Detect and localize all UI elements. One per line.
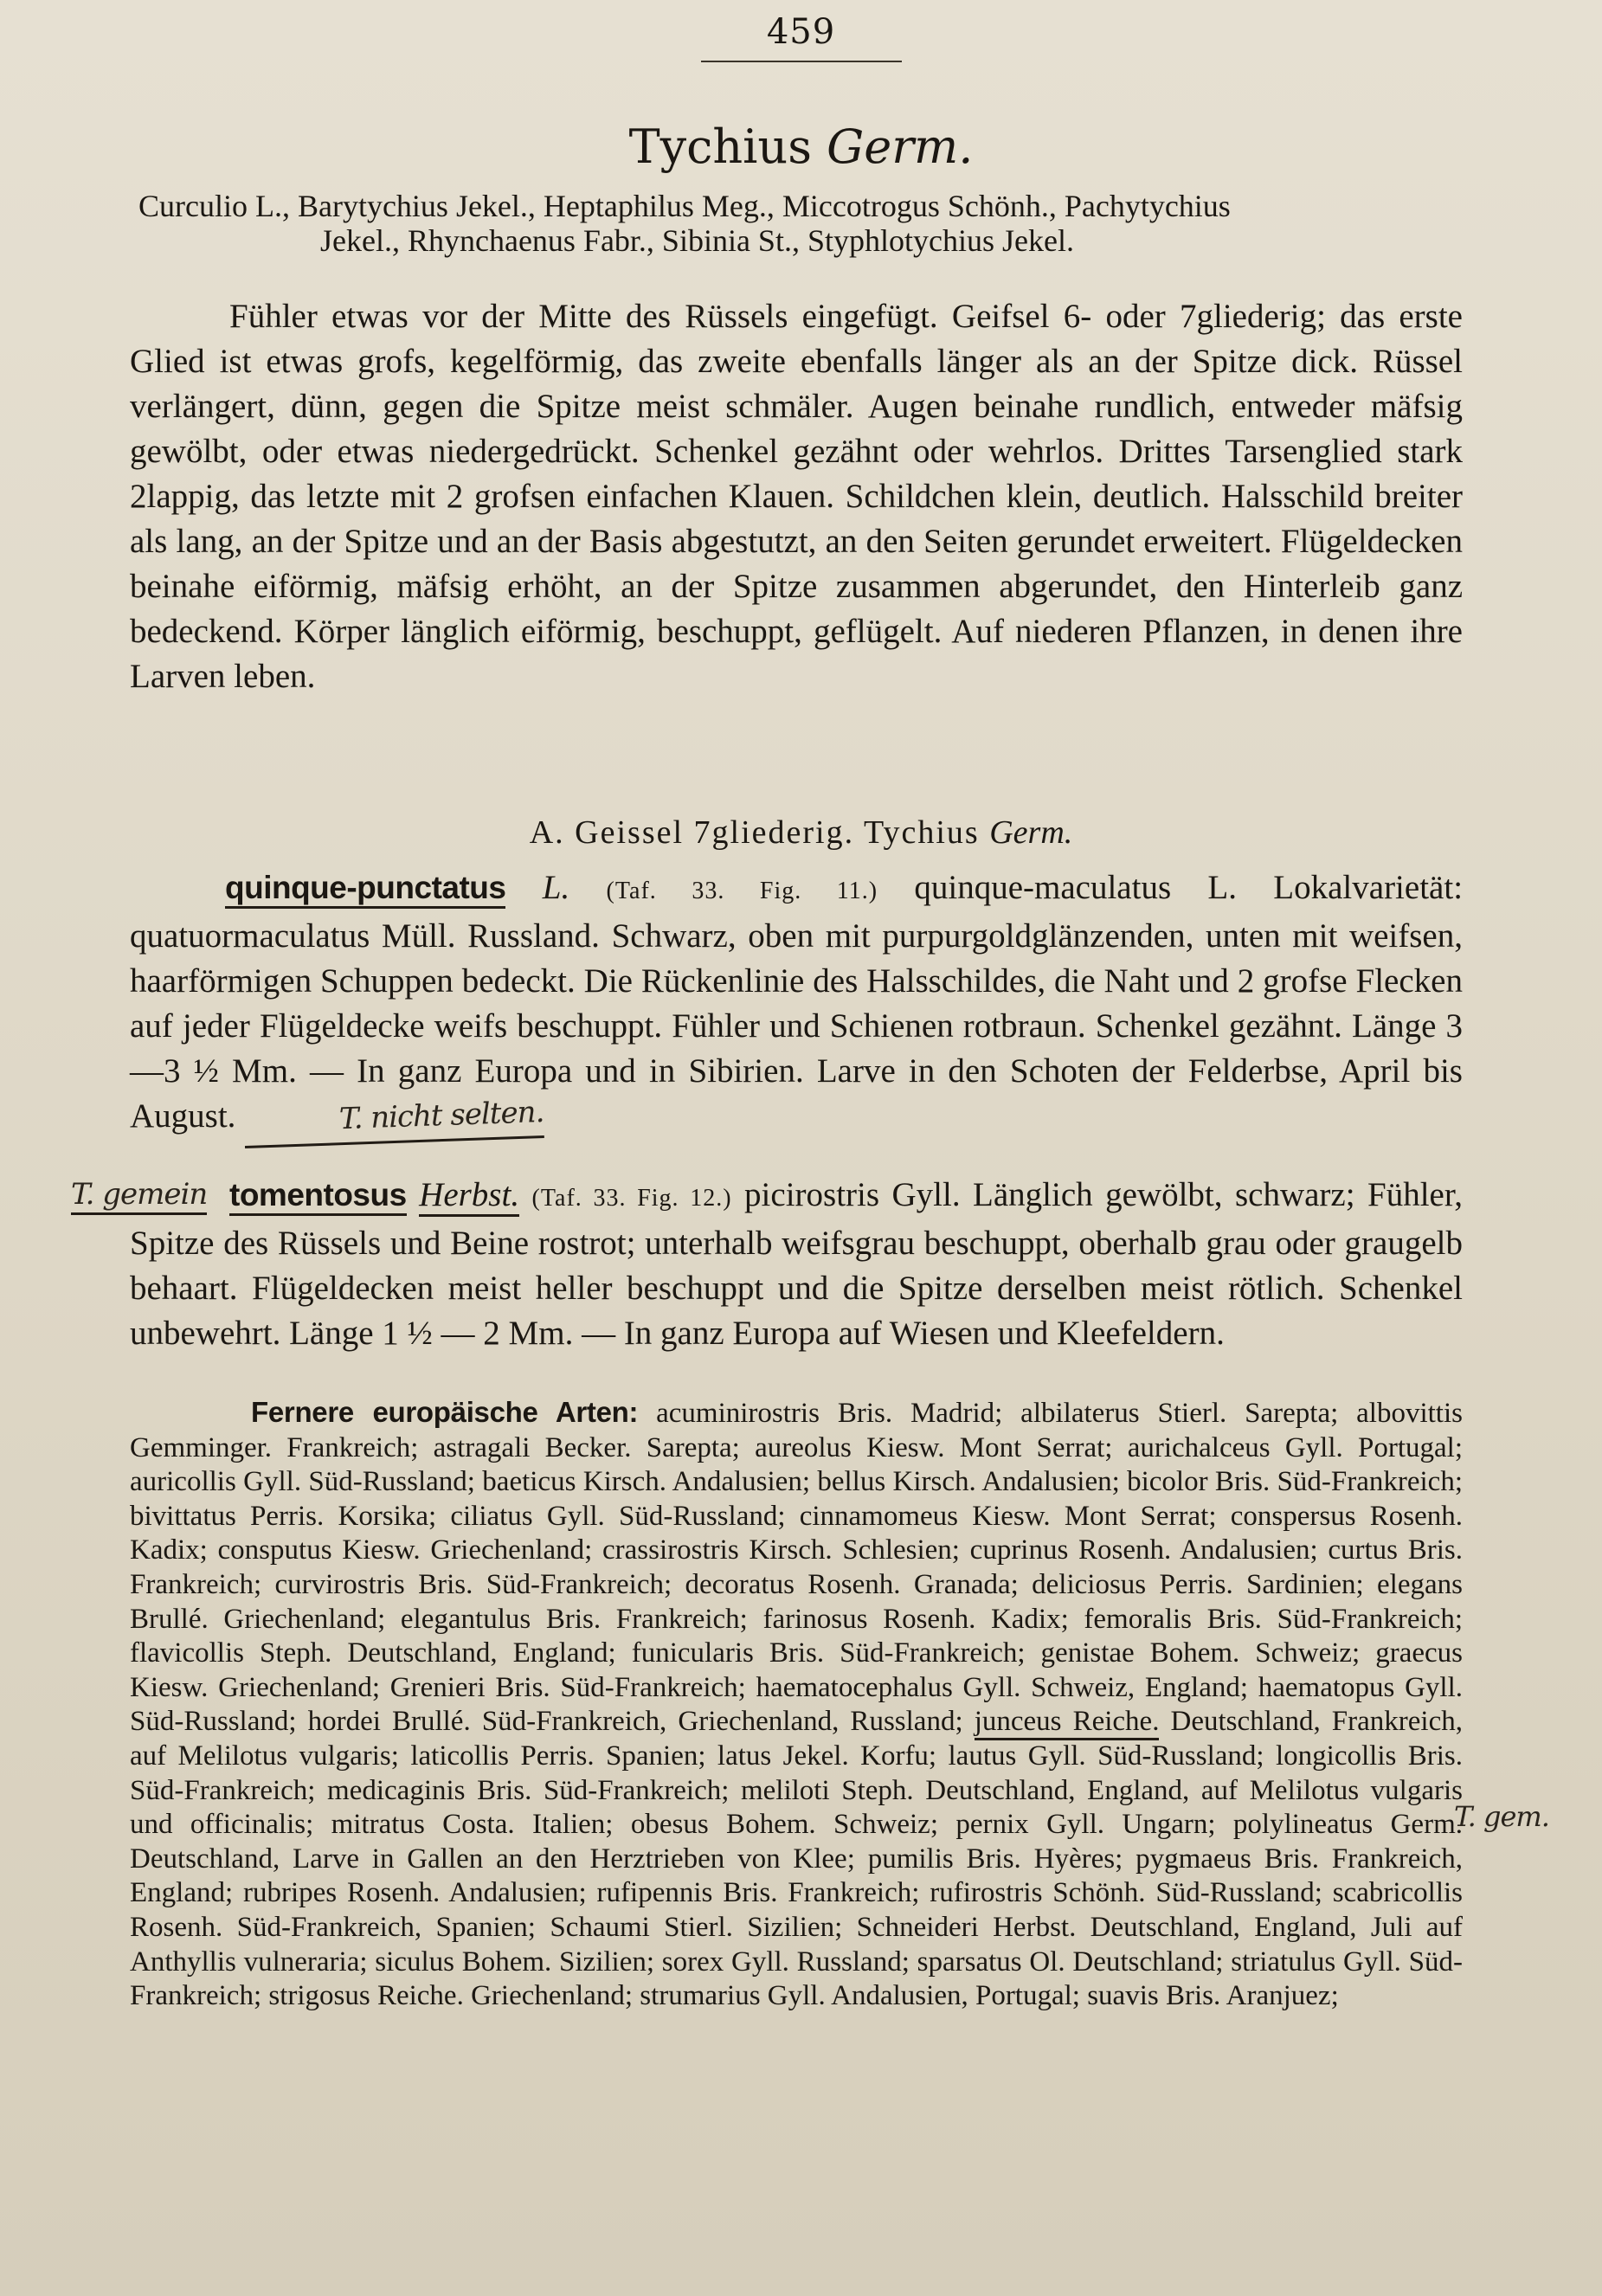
handwritten-margin-note-right: T. gem. <box>1454 1800 1549 1833</box>
plate-reference: (Taf. 33. Fig. 12.) <box>531 1185 732 1212</box>
handwritten-margin-note: T. gemein <box>71 1177 207 1215</box>
header-rule <box>701 61 902 62</box>
species-text: picirostris Gyll. Länglich gewölbt, schwarz; Fühler, Spitze des Rüssels und Beine rostrot; unterhalb weifsgrau beschuppt, oberhalb grau oder graugelb behaart. Flügeldecken meist heller beschuppt und die Spitze derselben meist rötlich. Schenkel unbewehrt. Länge 1 ½ — 2 Mm. — In ganz Europa auf Wiesen und Kleefeldern. <box>130 1176 1464 1352</box>
genus-description: Fühler etwas vor der Mitte des Rüssels eingefügt. Geifsel 6- oder 7gliederig; das erste Glied ist etwas grofs, kegelförmig, das zweite ebenfalls länger als an der Spitze dick. Rüssel verlängert, dünn, gegen die Spitze meist schmäler. Augen beinahe rundlich, entweder mäfsig gewölbt, oder etwas niedergedrückt. Schenkel gezähnt oder wehrlos. Drittes Tarsenglied stark 2lappig, das letzte mit 2 grofsen einfachen Klauen. Schildchen klein, deutlich. Halsschild breiter als lang, an der Spitze und an der Basis abgestutzt, an den Seiten gerundet erweitert. Flügeldecken beinahe eiförmig, mäfsig erhöht, an der Spitze zusammen abgerundet, den Hinterleib ganz bedeckend. Körper länglich eiförmig, beschuppt, geflügelt. Auf niederen Pflanzen, in denen ihre Larven leben. <box>130 298 1463 695</box>
genus-title <box>0 119 1602 174</box>
page-number: 459 <box>766 12 836 52</box>
further-species-text-b: Deutschland, Frankreich, auf Melilotus vulgaris; laticollis Perris. Spanien; latus Jekel. Korfu; lautus Gyll. Süd-Russland; longicollis Bris. Süd-Frankreich; medicaginis Bris. Süd-Frankreich; meliloti Steph. Deutschland, England, auf Melilotus vulgaris und officinalis; mitratus Costa. Italien; obesus Bohem. Schweiz; pernix Gyll. Ungarn; polylineatus Germ. Deutschland, Larve in Gallen an den Herztrieben von Klee; pumilis Bris. Hyères; pygmaeus Bris. Frankreich, England; rubripes Rosenh. Andalusien; rufipennis Bris. Frankreich; rufirostris Schönh. Süd-Russland; scabricollis Rosenh. Süd-Frankreich, Spanien; Schaumi Stierl. Sizilien; Schneideri Herbst. Deutschland, England, Juli auf Anthyllis vulneraria; siculus Bohem. Sizilien; sorex Gyll. Russland; sparsatus Ol. Deutschland; striatulus Gyll. Süd-Frankreich; strigosus Reiche. Griechenland; strumarius Gyll. Andalusien, Portugal; suavis Bris. Aranjuez; <box>130 1706 1463 2012</box>
plate-reference: (Taf. 33. Fig. 11.) <box>606 878 878 904</box>
species-name: quinque-punctatus <box>225 870 505 909</box>
handwritten-note: T. nicht selten. <box>243 1090 544 1148</box>
section-label: A. Geissel 7gliederig. <box>529 814 855 851</box>
species-author: L. <box>542 869 570 906</box>
junceus-entry: junceus Reiche. <box>975 1706 1160 1740</box>
synonym-list <box>138 189 1471 258</box>
species-text: quinque-maculatus L. Lokalvarietät: quatuormaculatus Müll. Russland. Schwarz, oben mit purpurgoldglänzenden, unten mit weifsen, haarförmigen Schuppen bedeckt. Die Rückenlinie des Halsschildes, die Naht und 2 grofse Flecken auf jeder Flügeldecke weifs beschuppt. Fühler und Schienen rotbraun. Schenkel gezähnt. Länge 3—3 ½ Mm. — In ganz Europa und in Sibirien. Larve in den Schoten der Felderbse, April bis August. <box>130 869 1464 1135</box>
species-entry-quinque-punctatus <box>130 865 1463 1143</box>
genus-author: Germ. <box>827 119 974 174</box>
species-entry-tomentosus <box>130 1173 1463 1356</box>
species-author: Herbst. <box>419 1176 519 1217</box>
further-species-text-a: acuminirostris Bris. Madrid; albilaterus Stierl. Sarepta; albovittis Gemminger. Frankreich; astragali Becker. Sarepta; aureolus Kiesw. Mont Serrat; aurichalceus Gyll. Portugal; auricollis Gyll. Süd-Russland; baeticus Kirsch. Andalusien; bellus Kirsch. Andalusien; bicolor Bris. Süd-Frankreich; bivittatus Perris. Korsika; ciliatus Gyll. Süd-Russland; cinnamomeus Kiesw. Mont Serrat; conspersus Rosenh. Kadix; consputus Kiesw. Griechenland; crassirostris Kirsch. Schlesien; cuprinus Rosenh. Andalusien; curtus Bris. Frankreich; curvirostris Bris. Süd-Frankreich; decoratus Rosenh. Granada; deliciosus Perris. Sardinien; elegans Brullé. Griechenland; elegantulus Bris. Frankreich; farinosus Rosenh. Kadix; femoralis Bris. Süd-Frankreich; flavicollis Steph. Deutschland, England; funicularis Bris. Süd-Frankreich; genistae Bohem. Schweiz; graecus Kiesw. Griechenland; Grenieri Bris. Süd-Frankreich; haematocephalus Gyll. Schweiz, England; haematopus Gyll. Süd-Russland; hordei Brullé. Süd-Frankreich, Griechenland, Russland; <box>130 1398 1463 1738</box>
species-name: tomentosus <box>229 1177 407 1216</box>
section-heading <box>0 814 1602 852</box>
genus-name: Tychius <box>628 119 812 174</box>
synonym-line-2: Jekel., Rhynchaenus Fabr., Sibinia St., Styphlotychius Jekel. <box>320 223 1074 258</box>
further-species-heading: Fernere europäische Arten: <box>251 1396 639 1428</box>
section-author: Germ. <box>989 814 1073 851</box>
synonym-line-1: Curculio L., Barytychius Jekel., Heptaphilus Meg., Miccotrogus Schönh., Pachytychius <box>138 189 1231 223</box>
further-species-list <box>130 1395 1463 2014</box>
section-genus: Tychius <box>863 814 980 851</box>
